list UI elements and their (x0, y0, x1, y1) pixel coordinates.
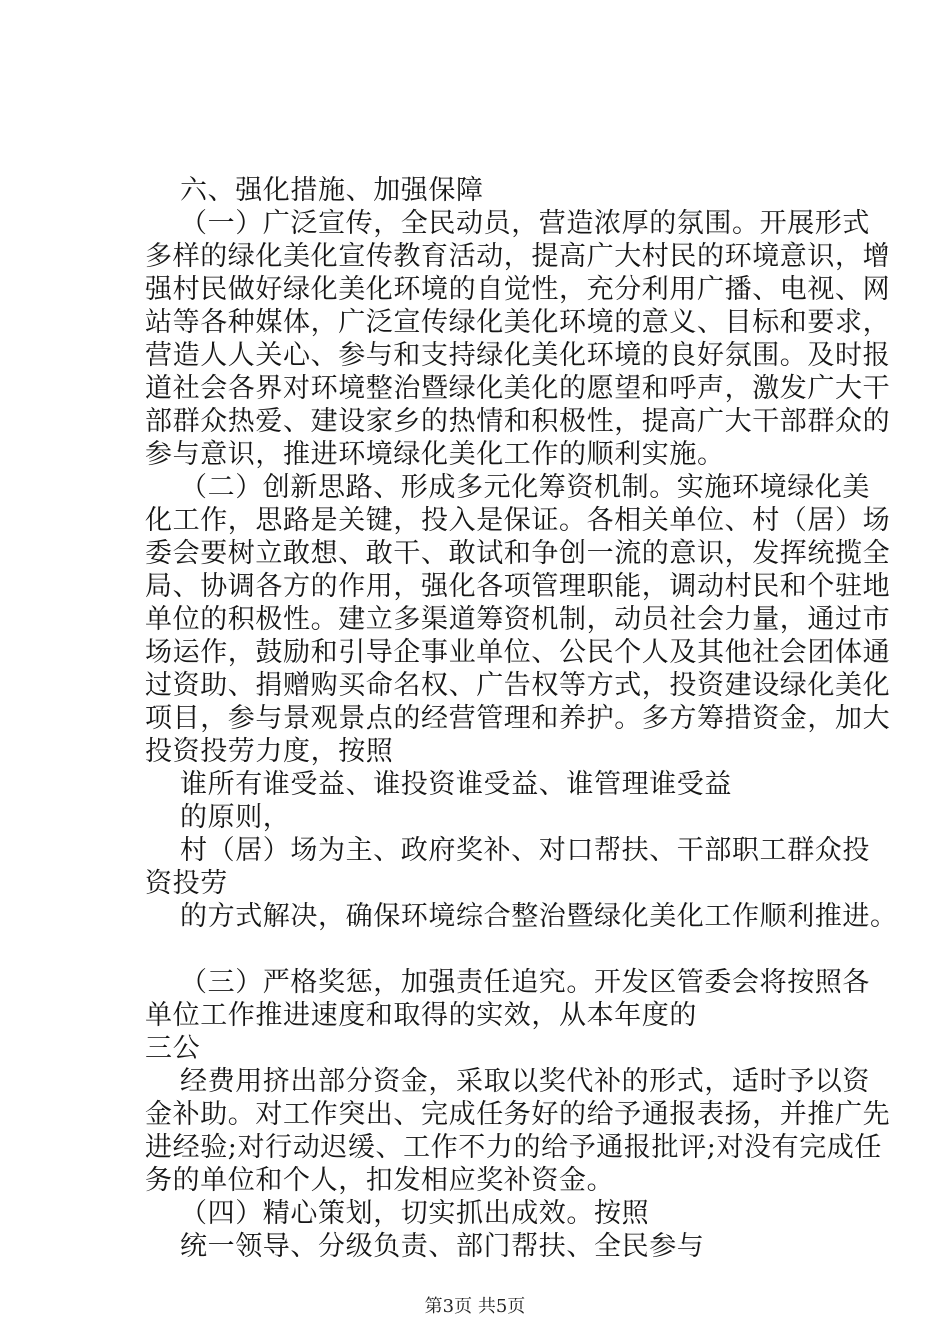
paragraph-line: 资投劳 (145, 868, 228, 899)
paragraph-line: 的原则， (180, 802, 291, 833)
paragraph-line: （四）精心策划，切实抓出成效。按照 (180, 1198, 650, 1229)
paragraph-line: 过资助、捐赠购买命名权、广告权等方式，投资建设绿化美化 (145, 670, 891, 701)
page-number: 第3页 共5页 (424, 1296, 526, 1317)
paragraph-line: 金补助。对工作突出、完成任务好的给予通报表扬，并推广先 (145, 1099, 891, 1130)
paragraph-line: 道社会各界对环境整治暨绿化美化的愿望和呼声，激发广大干 (145, 373, 891, 404)
paragraph-line: 营造人人关心、参与和支持绿化美化环境的良好氛围。及时报 (145, 340, 891, 371)
paragraph-line: 单位的积极性。建立多渠道筹资机制，动员社会力量，通过市 (145, 604, 891, 635)
paragraph-line: 务的单位和个人，扣发相应奖补资金。 (145, 1165, 615, 1196)
paragraph-line: 三公 (145, 1033, 201, 1064)
paragraph-line: 局、协调各方的作用，强化各项管理职能，调动村民和个驻地 (145, 571, 891, 602)
paragraph-line: 统一领导、分级负责、部门帮扶、全民参与 (180, 1231, 705, 1262)
paragraph-line: 投资投劳力度，按照 (145, 736, 394, 767)
paragraph-line: 谁所有谁受益、谁投资谁受益、谁管理谁受益 (180, 769, 732, 800)
paragraph-line: 单位工作推进速度和取得的实效，从本年度的 (145, 1000, 697, 1031)
paragraph-line: 化工作，思路是关键，投入是保证。各相关单位、村（居）场 (145, 505, 891, 536)
paragraph-line: 强村民做好绿化美化环境的自觉性，充分利用广播、电视、网 (145, 274, 891, 305)
paragraph-line: 参与意识，推进环境绿化美化工作的顺利实施。 (145, 439, 725, 470)
paragraph-line: 委会要树立敢想、敢干、敢试和争创一流的意识，发挥统揽全 (145, 538, 891, 569)
paragraph-line: 的方式解决，确保环境综合整治暨绿化美化工作顺利推进。 (180, 901, 898, 932)
paragraph-line: 站等各种媒体，广泛宣传绿化美化环境的意义、目标和要求， (145, 307, 891, 338)
paragraph-line: 村（居）场为主、政府奖补、对口帮扶、干部职工群众投 (180, 835, 870, 866)
paragraph-line: 进经验;对行动迟缓、工作不力的给予通报批评;对没有完成任 (145, 1132, 882, 1163)
paragraph-line: 场运作，鼓励和引导企事业单位、公民个人及其他社会团体通 (145, 637, 891, 668)
paragraph-line: 项目，参与景观景点的经营管理和养护。多方筹措资金，加大 (145, 703, 891, 734)
paragraph-line: 经费用挤出部分资金，采取以奖代补的形式，适时予以资 (180, 1066, 870, 1097)
section-heading: 六、强化措施、加强保障 (180, 175, 484, 206)
paragraph-line: （一）广泛宣传，全民动员，营造浓厚的氛围。开展形式 (180, 208, 870, 239)
paragraph-line: 部群众热爱、建设家乡的热情和积极性，提高广大干部群众的 (145, 406, 891, 437)
paragraph-line: （三）严格奖惩，加强责任追究。开发区管委会将按照各 (180, 967, 870, 998)
paragraph-line: 多样的绿化美化宣传教育活动，提高广大村民的环境意识，增 (145, 241, 891, 272)
paragraph-line: （二）创新思路、形成多元化筹资机制。实施环境绿化美 (180, 472, 870, 503)
